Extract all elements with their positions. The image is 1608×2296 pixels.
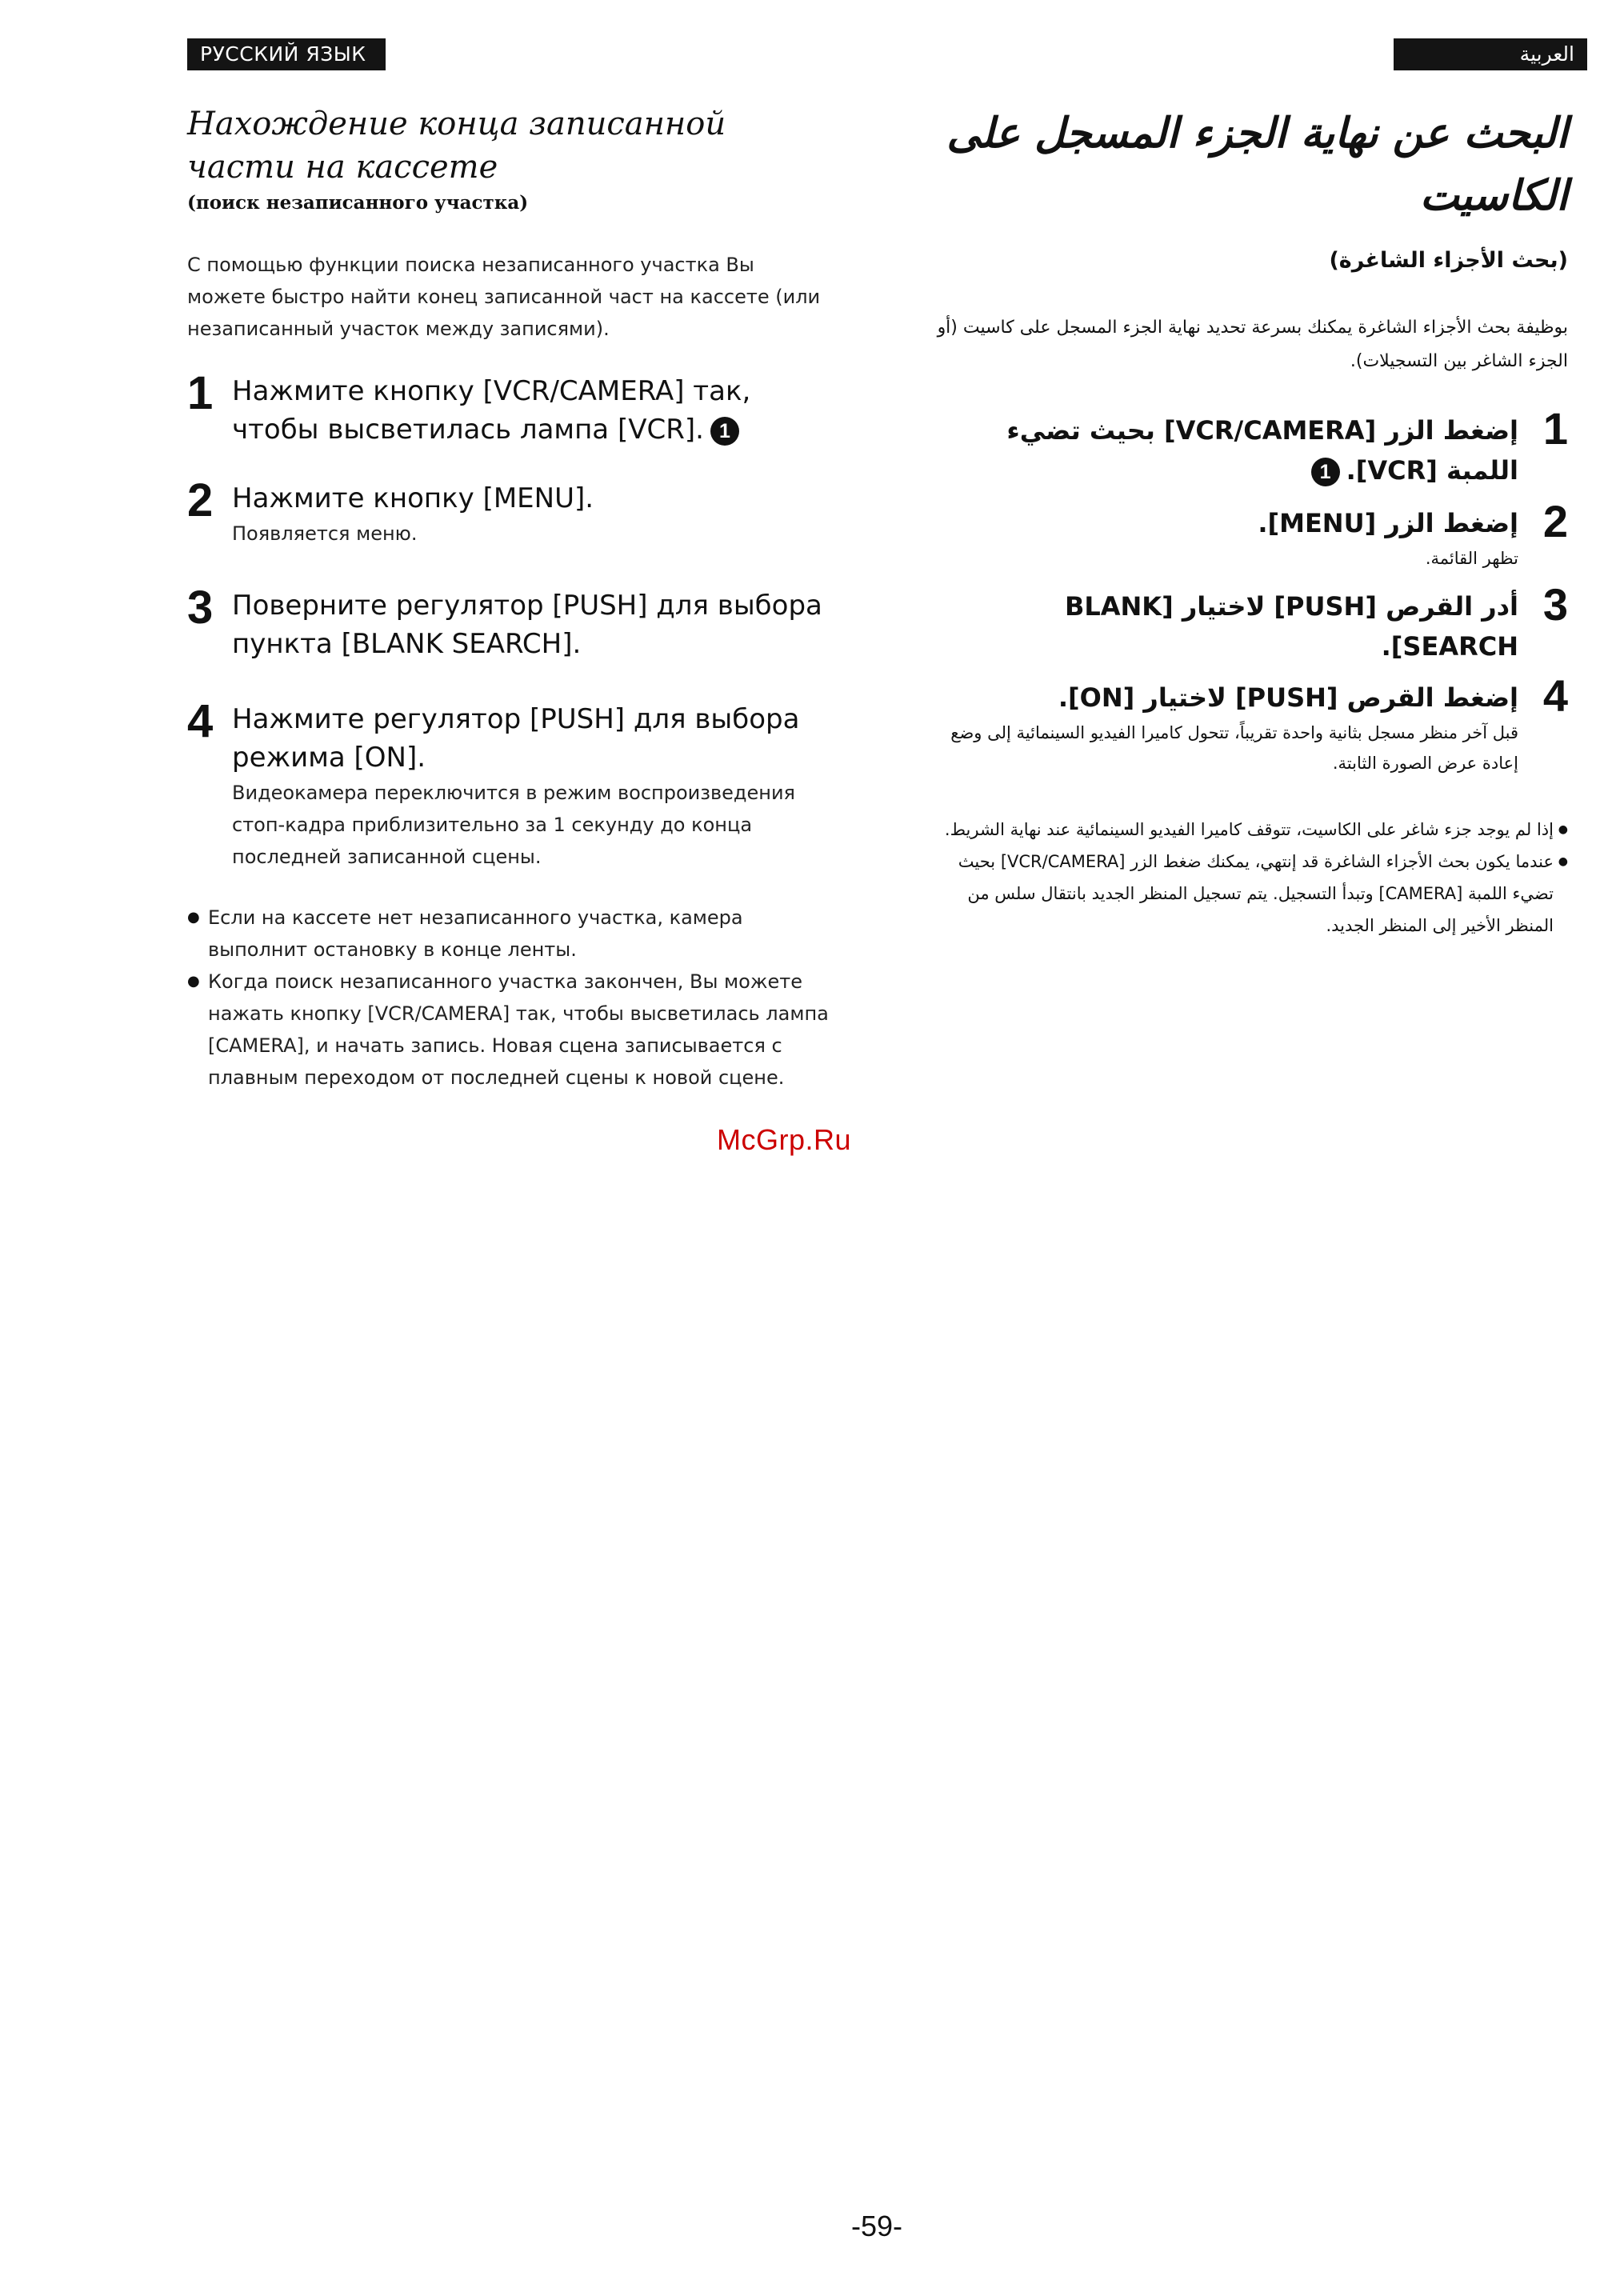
ru-notes-list [187,902,835,1094]
ar-step-number: 4 [1542,670,1568,721]
ar-step-2 [936,496,1568,574]
ar-step-1 [936,403,1568,490]
ar-notes-list [936,814,1568,942]
ar-step-instruction: إضغط الزر [MENU]. [1258,508,1518,538]
ar-section-subtitle: (بحث الأجزاء الشاغرة) [1329,248,1568,273]
list-item: ● Когда поиск незаписанного участка закончен, Вы можете нажать кнопку [VCR/CAMERA] так, чтобы высветилась лампа [CAMERA], и начать запись. Новая сцена записывается с плавным переходом от последней сцены к новой сцене. [187,966,835,1094]
language-tab-russian: РУССКИЙ ЯЗЫК [187,38,386,70]
ru-step-note: Видеокамера переключится в режим воспроизведения стоп-кадра приблизительно за 1 секунду до конца последней записанной сцены. [232,782,795,868]
ru-step-number: 2 [187,474,214,526]
list-item: ● إذا لم يوجد جزء شاغر على الكاسيت، تتوقف كاميرا الفيديو السينمائية عند نهاية الشريط. [936,814,1568,846]
ru-step-4 [187,695,835,873]
filled-circle-1-icon: 1 [1311,458,1340,486]
watermark: McGrp.Ru [717,1123,852,1156]
language-tab-arabic: العربية [1394,38,1587,70]
ar-step-note: قبل آخر منظر مسجل بثانية واحدة تقريباً، تتحول كاميرا الفيديو السينمائية إلى وضع إعادة عرض الصورة الثابتة. [950,723,1518,773]
ar-step-instruction: أدر القرص [PUSH] لاختيار [BLANK SEARCH]. [1064,591,1518,662]
ar-step-note: تظهر القائمة. [1425,549,1518,568]
ar-step-instruction: إضغط الزر [VCR/CAMERA] بحيث تضيء اللمبة [VCR].1 [1006,415,1518,486]
ru-step-1 [187,367,835,449]
filled-circle-1-icon: 1 [710,417,739,446]
list-item: ● Если на кассете нет незаписанного участка, камера выполнит остановку в конце ленты. [187,902,835,966]
ru-section-title: Нахождение конца записанной части на кассете [187,106,726,186]
russian-column [187,102,835,1094]
ar-step-number: 1 [1542,403,1568,454]
ar-intro-paragraph: بوظيفة بحث الأجزاء الشاغرة يمكنك بسرعة تحديد نهاية الجزء المسجل على كاسيت (أو الجزء الشاغر بين التسجيلات). [937,318,1568,371]
ru-step-instruction: Нажмите регулятор [PUSH] для выбора режима [ON]. [232,703,800,774]
ar-step-number: 3 [1542,579,1568,630]
arabic-column [936,102,1568,942]
list-item: ● عندما يكون بحث الأجزاء الشاغرة قد إنتهي، يمكنك ضغط الزر [VCR/CAMERA] بحيث تضيء اللمبة [CAMERA] وتبدأ التسجيل. يتم تسجيل المنظر الجديد بانتقال سلس من المنظر الأخير إلى المنظر الجديد. [936,846,1568,942]
ar-step-instruction: إضغط القرص [PUSH] لاختيار [ON]. [1058,682,1518,713]
ar-step-3 [936,579,1568,666]
ru-step-instruction: Нажмите кнопку [MENU]. [232,482,594,514]
ar-step-4 [936,670,1568,778]
ru-step-number: 4 [187,695,214,747]
page-number: -59- [851,2210,903,2242]
ru-intro-paragraph: С помощью функции поиска незаписанного участка Вы можете быстро найти конец записанной част на кассете (или незаписанный участок между записями). [187,254,821,340]
ru-step-instruction: Нажмите кнопку [VCR/CAMERA] так, чтобы высветилась лампа [VCR]. 1 [232,375,751,446]
ru-step-instruction: Поверните регулятор [PUSH] для выбора пункта [BLANK SEARCH]. [232,590,822,660]
ru-step-number: 1 [187,367,214,419]
ar-section-title: البحث عن نهاية الجزء المسجل على الكاسيت [946,110,1568,220]
ru-step-number: 3 [187,582,214,634]
ru-step-2 [187,474,835,550]
ar-step-number: 2 [1542,496,1568,546]
ru-section-subtitle: (поиск незаписанного участка) [187,192,529,214]
ru-step-3 [187,582,835,663]
ru-step-note: Появляется меню. [232,522,418,545]
